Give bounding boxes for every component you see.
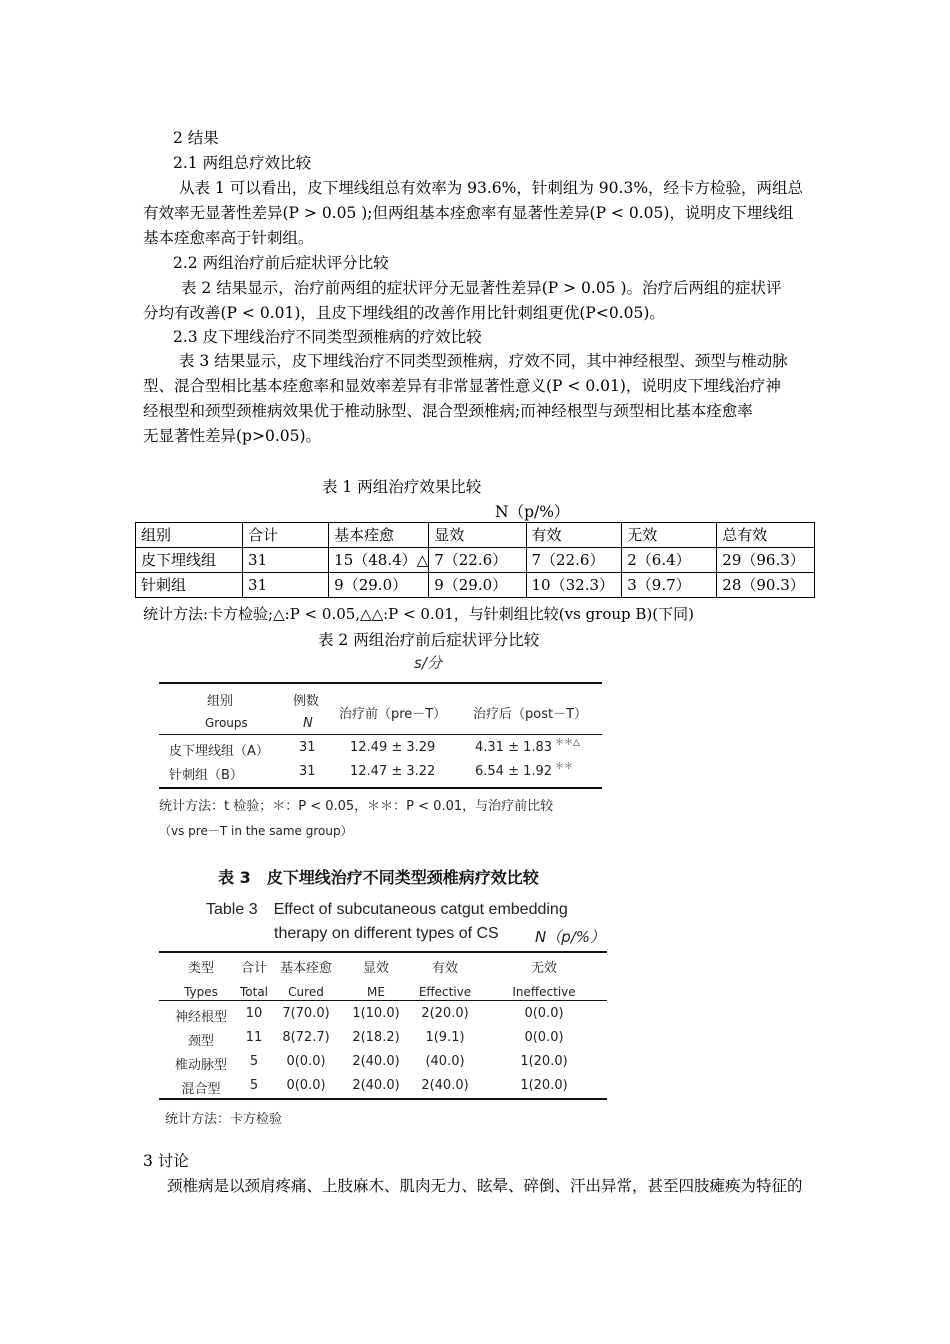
table-row xyxy=(136,573,815,598)
table-cell: 2(40.0) xyxy=(352,1054,400,1069)
table1-caption: 表 1 两组治疗效果比较 xyxy=(322,478,482,496)
table2-header-n-en: N xyxy=(303,716,313,731)
table2-bottom-rule xyxy=(159,787,602,789)
table1-header-cell: 无效 xyxy=(622,523,717,548)
table1-header-cell: 基本痊愈 xyxy=(329,523,429,548)
table-cell: 皮下埋线组 xyxy=(136,548,243,573)
table-cell: 29（96.3） xyxy=(717,548,815,573)
table3-caption-en-1: Table 3 Effect of subcutaneous catgut embedding xyxy=(206,901,568,918)
table3-unit: N（p/%） xyxy=(535,928,606,946)
table2-note-2: （vs pre－T in the same group） xyxy=(159,824,353,838)
paragraph-line: 经根型和颈型颈椎病效果优于椎动脉型、混合型颈椎病;而神经根型与颈型相比基本痊愈率 xyxy=(143,402,753,420)
table-cell: 15（48.4）△ xyxy=(329,548,429,573)
table-cell: 8(72.7) xyxy=(282,1030,330,1045)
table1-header-cell: 组别 xyxy=(136,523,243,548)
table3-header-cell: 显效 xyxy=(362,961,390,976)
table-cell: 1(20.0) xyxy=(520,1078,568,1093)
table1-unit: N（p/%） xyxy=(495,503,570,521)
table-cell: 2(18.2) xyxy=(352,1030,400,1045)
table-cell: 7(70.0) xyxy=(282,1006,330,1021)
table-cell: 31 xyxy=(243,573,329,598)
table2-mid-rule xyxy=(159,734,602,735)
table-cell: 1(20.0) xyxy=(520,1054,568,1069)
table1-header-cell: 合计 xyxy=(243,523,329,548)
table-cell: 9（29.0） xyxy=(329,573,429,598)
table-cell: 针刺组 xyxy=(136,573,243,598)
table2-row-n: 31 xyxy=(299,740,316,755)
table1-header-row xyxy=(136,523,815,548)
table-cell: 10（32.3） xyxy=(526,573,622,598)
table2-row-pre: 12.49 ± 3.29 xyxy=(350,740,436,755)
table2-header-pre: 治疗前（pre－T） xyxy=(339,707,447,722)
table-cell: 神经根型 xyxy=(174,1010,228,1025)
table-cell: 2(40.0) xyxy=(421,1078,469,1093)
paragraph-line: 型、混合型相比基本痊愈率和显效率差异有非常显著性意义(P < 0.01)，说明皮下埋线治疗神 xyxy=(143,377,781,395)
table-cell: 11 xyxy=(245,1030,263,1045)
table-cell: 5 xyxy=(249,1054,259,1069)
table-cell: (40.0) xyxy=(425,1054,465,1069)
table3-caption-en-2: therapy on different types of CS xyxy=(274,925,499,942)
table-cell: 31 xyxy=(243,548,329,573)
table2-header-post: 治疗后（post－T） xyxy=(473,707,588,722)
table2-unit: s/分 xyxy=(414,654,442,672)
table2-header-group-en: Groups xyxy=(205,716,248,730)
table1-header-cell: 有效 xyxy=(526,523,622,548)
table-cell: 0(0.0) xyxy=(524,1006,564,1021)
table-cell: 7（22.6） xyxy=(429,548,526,573)
table2-row-n: 31 xyxy=(299,764,316,779)
paragraph-line: 表 2 结果显示，治疗前两组的症状评分无显著性差异(P > 0.05 )。治疗后两组的症状评 xyxy=(181,279,782,297)
table2-caption: 表 2 两组治疗前后症状评分比较 xyxy=(318,631,540,649)
table-cell: 28（90.3） xyxy=(717,573,815,598)
table3-top-rule xyxy=(159,951,607,953)
table2-header-group-cn: 组别 xyxy=(207,694,234,709)
table2-top-rule xyxy=(159,682,602,684)
table2-row-group: 针刺组（B） xyxy=(169,768,243,783)
table-cell: 5 xyxy=(249,1078,259,1093)
table1 xyxy=(135,522,815,598)
table2-header-n-cn: 例数 xyxy=(293,694,320,709)
table3-caption-cn: 表 3 皮下埋线治疗不同类型颈椎病疗效比较 xyxy=(218,868,539,887)
table3-header-cell: 无效 xyxy=(530,961,558,976)
section-2-1-title: 2.1 两组总疗效比较 xyxy=(173,154,312,172)
table-cell: 2(20.0) xyxy=(421,1006,469,1021)
table-cell: 0(0.0) xyxy=(286,1078,326,1093)
table1-header-cell: 总有效 xyxy=(717,523,815,548)
table-cell: 0(0.0) xyxy=(524,1030,564,1045)
table-cell: 2(40.0) xyxy=(352,1078,400,1093)
table3-header-cell: 有效 xyxy=(431,961,459,976)
table3-header-en-cell: Ineffective xyxy=(512,985,576,999)
table-cell: 颈型 xyxy=(187,1034,215,1049)
table1-note: 统计方法:卡方检验;△:P < 0.05,△△:P < 0.01，与针刺组比较(vs group B)(下同) xyxy=(143,605,694,623)
table3-bottom-rule xyxy=(159,1098,607,1100)
paragraph-line: 分均有改善(P < 0.01)，且皮下埋线组的改善作用比针刺组更优(P<0.05)。 xyxy=(143,304,665,322)
section-2-2-title: 2.2 两组治疗前后症状评分比较 xyxy=(173,254,389,272)
table3-header-cell: 类型 xyxy=(187,961,215,976)
paragraph-line: 无显著性差异(p>0.05)。 xyxy=(143,427,322,445)
table-cell: 0(0.0) xyxy=(286,1054,326,1069)
table3-mid-rule xyxy=(159,1000,607,1001)
table3-header-en-cell: Cured xyxy=(288,985,324,999)
table3-header-en-cell: Effective xyxy=(418,985,472,999)
table2-row-group: 皮下埋线组（A） xyxy=(169,744,269,759)
table-cell: 1(9.1) xyxy=(425,1030,465,1045)
paragraph-line: 颈椎病是以颈肩疼痛、上肢麻木、肌肉无力、眩晕、碎倒、汗出异常，甚至四肢瘫痪为特征的 xyxy=(167,1177,803,1195)
table-cell: 椎动脉型 xyxy=(174,1058,228,1073)
table2-note-1: 统计方法：t 检验；＊：P < 0.05，＊＊：P < 0.01，与治疗前比较 xyxy=(159,799,554,814)
table2-row-post: 4.31 ± 1.83 xyxy=(475,740,553,755)
table-cell: 9（29.0） xyxy=(429,573,526,598)
results-heading: 2 结果 xyxy=(173,129,219,147)
table-cell: 7（22.6） xyxy=(526,548,622,573)
table2-row-post: 6.54 ± 1.92 xyxy=(475,764,553,779)
table-cell: 1(10.0) xyxy=(352,1006,400,1021)
table3-note: 统计方法：卡方检验 xyxy=(165,1112,283,1127)
table-cell: 10 xyxy=(245,1006,263,1021)
table3-header-en-cell: Total xyxy=(239,985,269,999)
table-cell: 3（9.7） xyxy=(622,573,717,598)
table3-header-en-cell: Types xyxy=(184,985,218,999)
table3-header-cell: 基本痊愈 xyxy=(279,961,333,976)
paragraph-line: 基本痊愈率高于针刺组。 xyxy=(143,229,314,247)
table2-row-mark: ＊＊△ xyxy=(555,738,580,748)
table2-row-mark: ＊＊ xyxy=(555,762,574,772)
table-row xyxy=(136,548,815,573)
section-2-3-title: 2.3 皮下埋线治疗不同类型颈椎病的疗效比较 xyxy=(173,328,482,346)
paragraph-line: 有效率无显著性差异(P > 0.05 );但两组基本痊愈率有显著性差异(P < 0.05)，说明皮下埋线组 xyxy=(143,204,794,222)
discussion-heading: 3 讨论 xyxy=(143,1152,189,1170)
table2-row-pre: 12.47 ± 3.22 xyxy=(350,764,436,779)
table1-header-cell: 显效 xyxy=(429,523,526,548)
table-cell: 2（6.4） xyxy=(622,548,717,573)
table3-header-en-cell: ME xyxy=(367,985,385,999)
table3-header-cell: 合计 xyxy=(240,961,268,976)
paragraph-line: 从表 1 可以看出，皮下埋线组总有效率为 93.6%，针刺组为 90.3%，经卡方检验，两组总 xyxy=(179,179,804,197)
paragraph-line: 表 3 结果显示，皮下埋线治疗不同类型颈椎病，疗效不同，其中神经根型、颈型与椎动脉 xyxy=(179,352,788,370)
table-cell: 混合型 xyxy=(181,1082,221,1097)
